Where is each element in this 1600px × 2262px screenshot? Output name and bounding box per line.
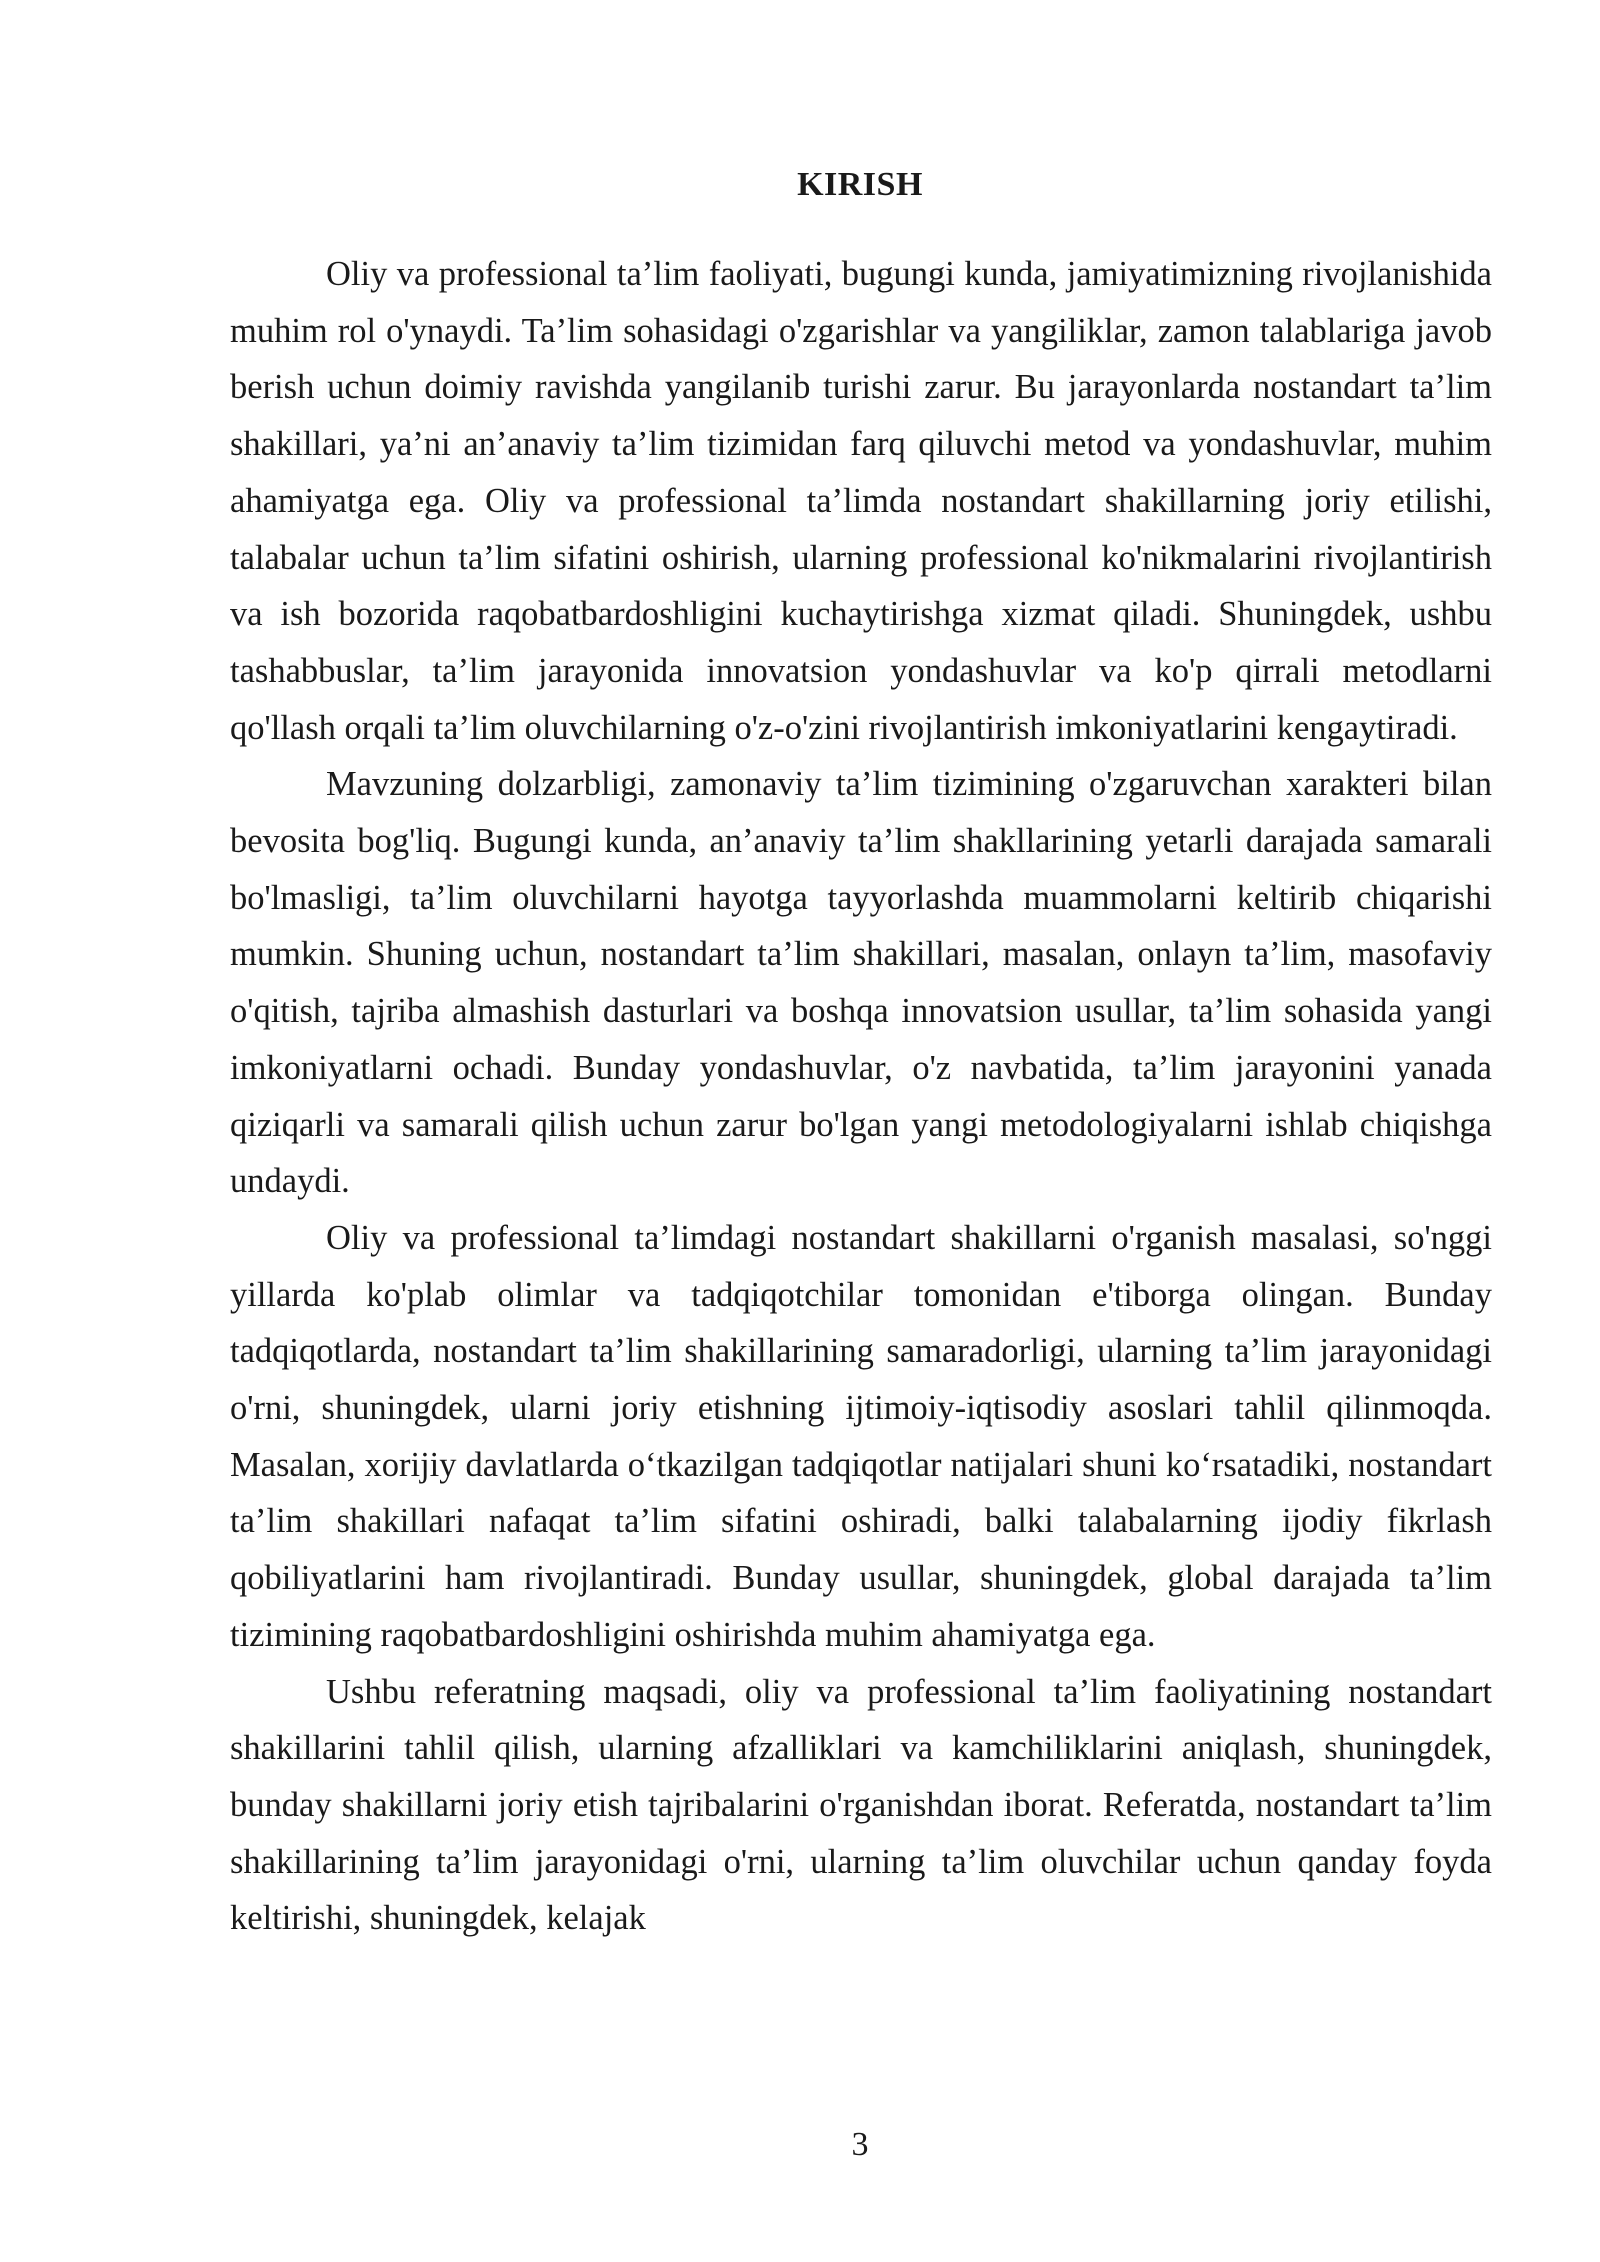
paragraph-4: Ushbu referatning maqsadi, oliy va professional ta’lim faoliyatining nostandart shakillarini tahlil qilish, ularning afzalliklari va kamchiliklarini aniqlash, shuningdek, bunday shakillarni joriy etish tajribalarini o'rganishdan iborat. Referatda, nostandart ta’lim shakillarining ta’lim jarayonidagi o'rni, ularning ta’lim oluvchilar uchun qanday foyda keltirishi, shuningdek, kelajak: [230, 1672, 1492, 1938]
page-number: 3: [851, 2126, 869, 2163]
section-heading: KIRISH: [797, 166, 923, 203]
paragraph-2: Mavzuning dolzarbligi, zamonaviy ta’lim tizimining o'zgaruvchan xarakteri bilan bevosita bog'liq. Bugungi kunda, an’anaviy ta’lim shakllarining yetarli darajada samarali bo'lmasligi, ta’lim oluvchilarni hayotga tayyorlashda muammolarni keltirib chiqarishi mumkin. Shuning uchun, nostandart ta’lim shakillari, masalan, onlayn ta’lim, masofaviy o'qitish, tajriba almashish dasturlari va boshqa innovatsion usullar, ta’lim sohasida yangi imkoniyatlarni ochadi. Bunday yondashuvlar, o'z navbatida, ta’lim jarayonini yanada qiziqarli va samarali qilish uchun zarur bo'lgan yangi metodologiyalarni ishlab chiqishga undaydi.: [230, 765, 1492, 1201]
paragraph-3: Oliy va professional ta’limdagi nostandart shakillarni o'rganish masalasi, so'nggi yillarda ko'plab olimlar va tadqiqotchilar tomonidan e'tiborga olingan. Bunday tadqiqotlarda, nostandart ta’lim shakillarining samaradorligi, ularning ta’lim jarayonidagi o'rni, shuningdek, ularni joriy etishning ijtimoiy-iqtisodiy asoslari tahlil qilinmoqda. Masalan, xorijiy davlatlarda o‘tkazilgan tadqiqotlar natijalari shuni ko‘rsatadiki, nostandart ta’lim shakillari nafaqat ta’lim sifatini oshiradi, balki talabalarning ijodiy fikrlash qobiliyatlarini ham rivojlantiradi. Bunday usullar, shuningdek, global darajada ta’lim tizimining raqobatbardoshligini oshirishda muhim ahamiyatga ega.: [230, 1218, 1492, 1654]
body-text: [230, 246, 1492, 1947]
paragraph-1: Oliy va professional ta’lim faoliyati, bugungi kunda, jamiyatimizning rivojlanishida muhim rol o'ynaydi. Ta’lim sohasidagi o'zgarishlar va yangiliklar, zamon talablariga javob berish uchun doimiy ravishda yangilanib turishi zarur. Bu jarayonlarda nostandart ta’lim shakillari, ya’ni an’anaviy ta’lim tizimidan farq qiluvchi metod va yondashuvlar, muhim ahamiyatga ega. Oliy va professional ta’limda nostandart shakillarning joriy etilishi, talabalar uchun ta’lim sifatini oshirish, ularning professional ko'nikmalarini rivojlantirish va ish bozorida raqobatbardoshligini kuchaytirishga xizmat qiladi. Shuningdek, ushbu tashabbuslar, ta’lim jarayonida innovatsion yondashuvlar va ko'p qirrali metodlarni qo'llash orqali ta’lim oluvchilarning o'z-o'zini rivojlantirish imkoniyatlarini kengaytiradi.: [230, 255, 1492, 747]
